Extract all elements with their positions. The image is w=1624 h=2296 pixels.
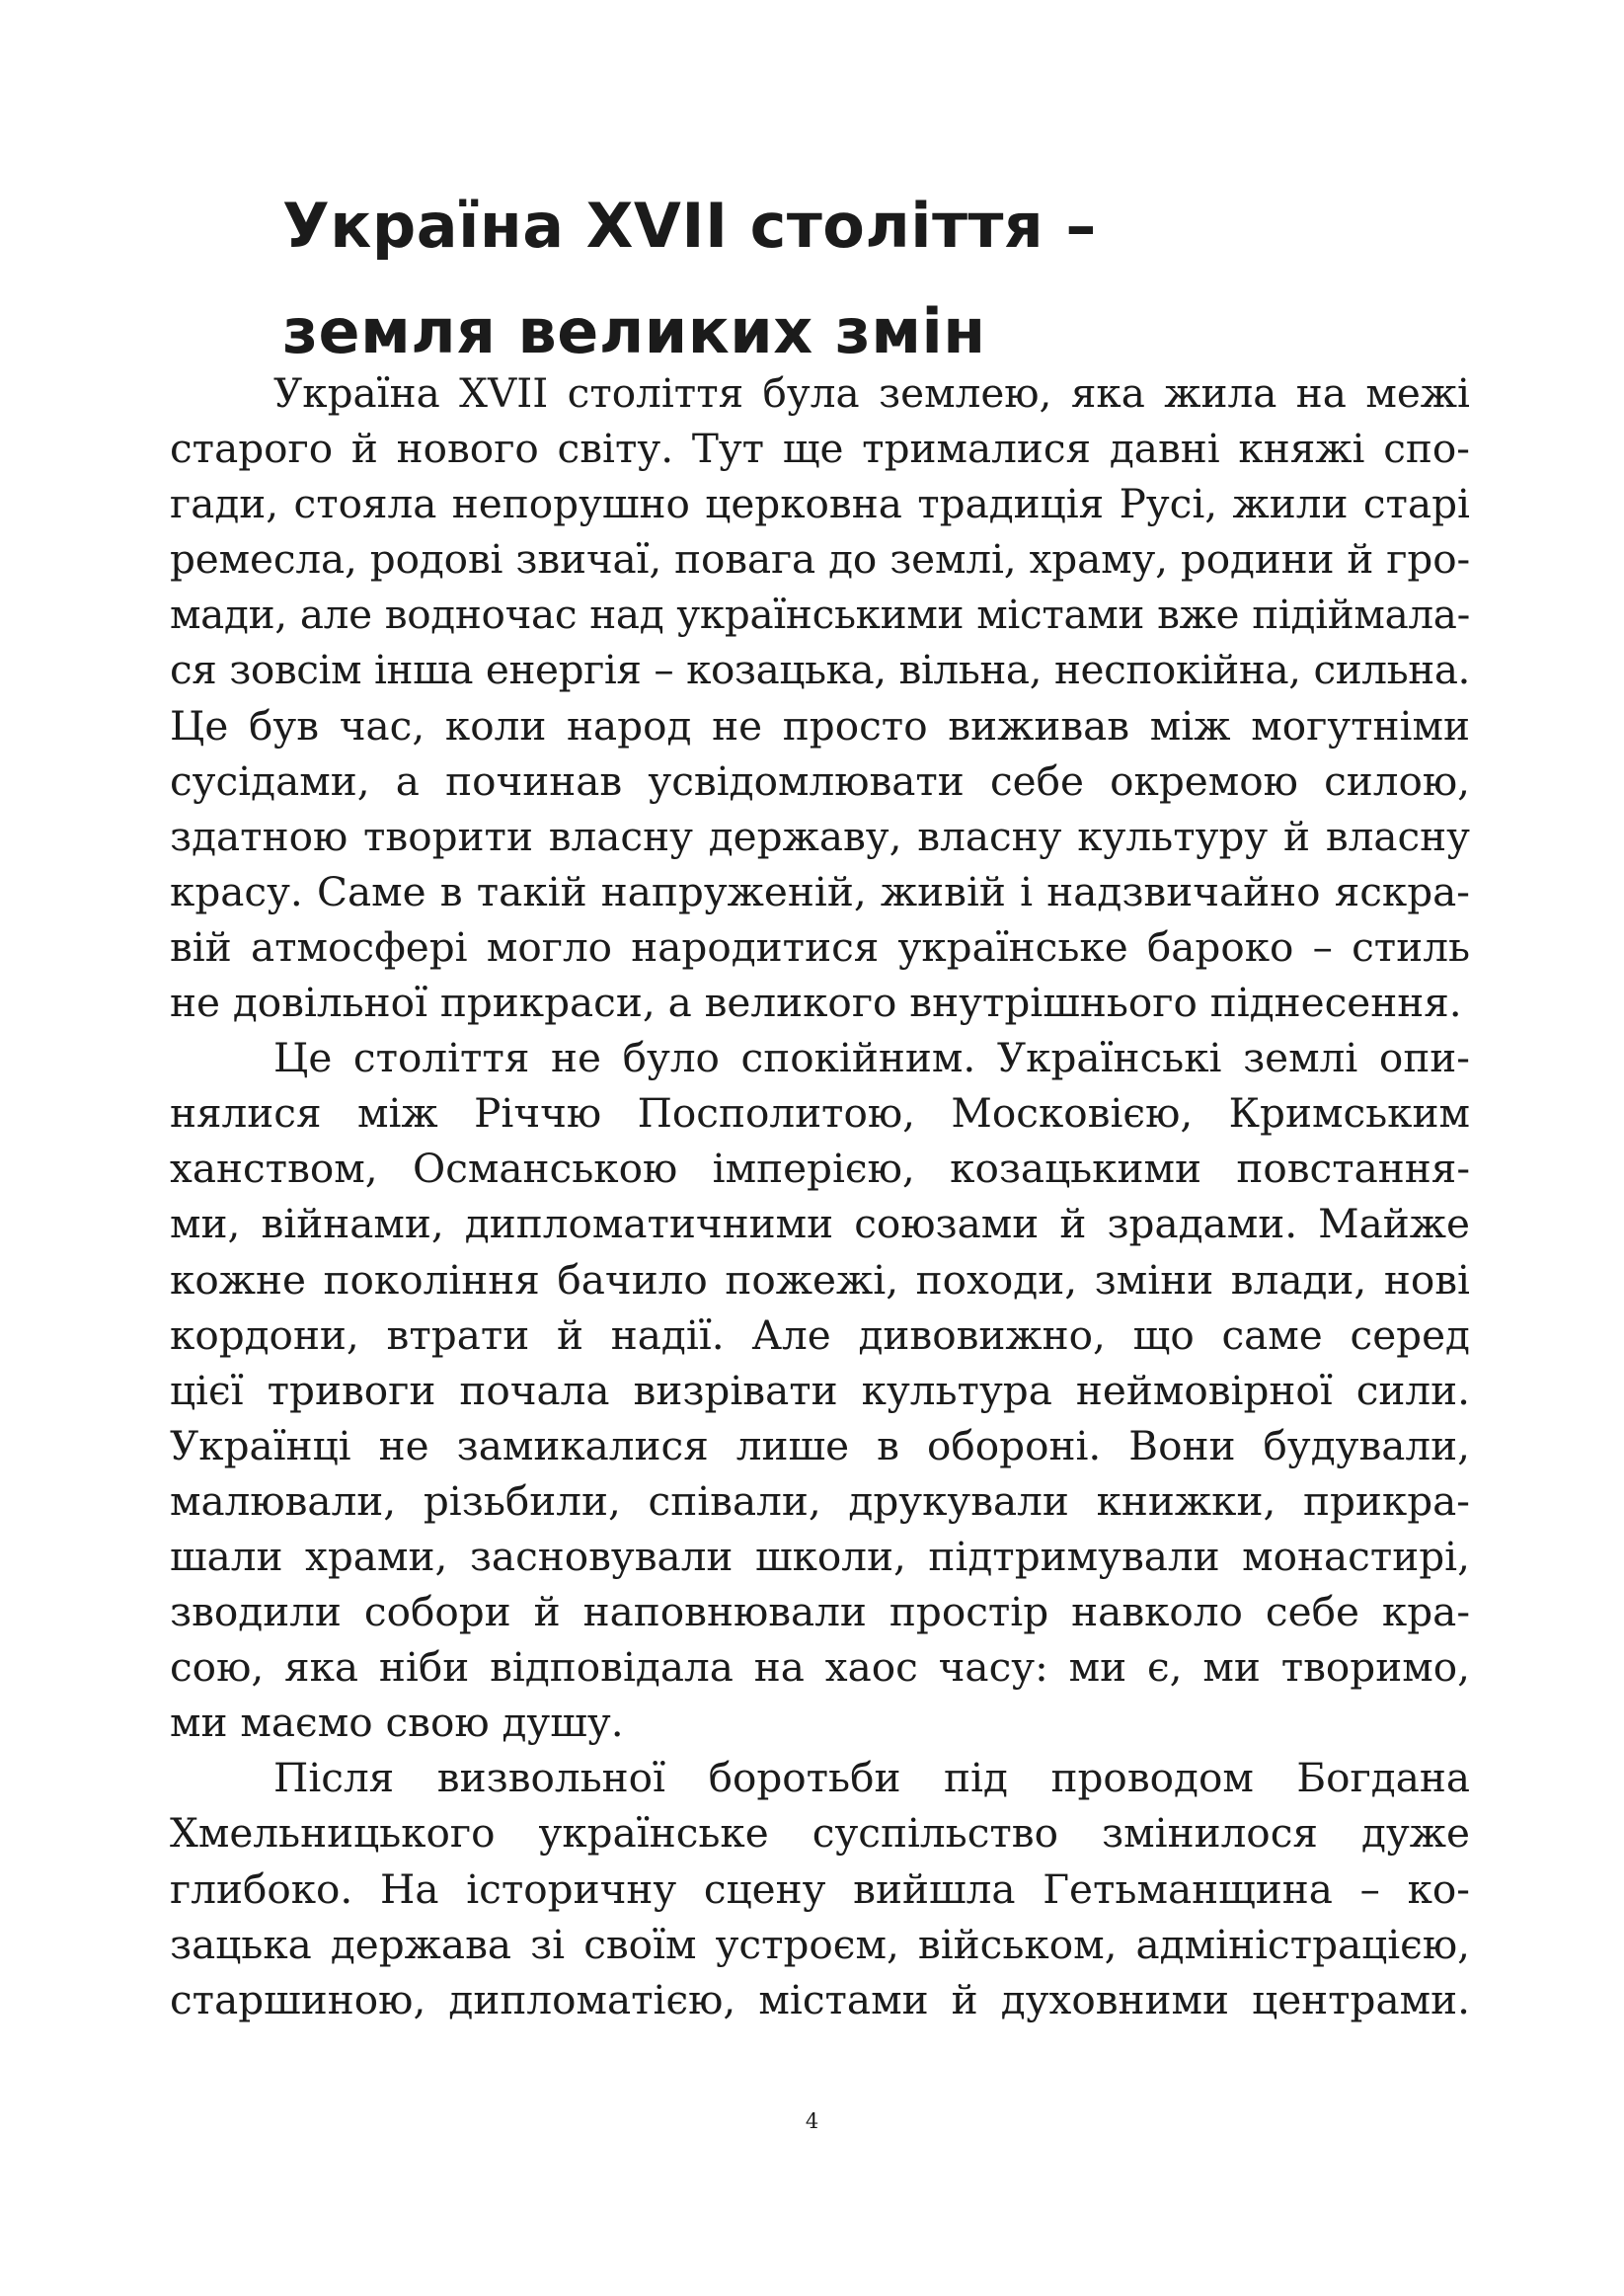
text-line: зацька держава зі своїм устроєм, військом, адміністрацією, — [170, 1920, 1470, 1968]
text-line: гади, стояла непорушно церковна традиція Русі, жили старі — [170, 480, 1470, 528]
heading-line: Україна XVII століття – — [282, 190, 1097, 262]
text-line: ми, війнами, дипломатичними союзами й зрадами. Майже — [170, 1200, 1470, 1248]
page-number: 4 — [805, 2109, 819, 2133]
paragraph — [170, 1030, 1470, 1750]
text-line: кожне покоління бачило пожежі, походи, зміни влади, нові — [170, 1255, 1470, 1304]
text-line: шали храми, засновували школи, підтримували монастирі, — [170, 1532, 1470, 1580]
text-line: Українці не замикалися лише в обороні. Вони будували, — [170, 1421, 1470, 1469]
paragraph — [170, 1750, 1470, 2026]
text-line: красу. Саме в такій напруженій, живій і надзвичайно яскра- — [170, 867, 1470, 915]
text-line: здатною творити власну державу, власну культуру й власну — [170, 812, 1470, 860]
text-line: зводили собори й наповнювали простір навколо себе кра- — [170, 1588, 1470, 1636]
body-text — [170, 365, 1470, 2027]
text-line: сою, яка ніби відповідала на хаос часу: ми є, ми творимо, — [170, 1643, 1470, 1692]
paragraph — [170, 365, 1470, 1030]
text-line: мади, але водночас над українськими містами вже підіймала- — [170, 591, 1470, 639]
text-line: вій атмосфері могло народитися українське бароко – стиль — [170, 922, 1470, 971]
text-line: Після визвольної боротьби під проводом Богдана — [273, 1754, 1470, 1802]
text-line: Це був час, коли народ не просто виживав між могутніми — [170, 701, 1470, 750]
chapter-heading — [282, 173, 1467, 384]
text-line: нялися між Річчю Посполитою, Московією, Кримським — [170, 1089, 1470, 1138]
text-line: Хмельницького українське суспільство змінилося дуже — [170, 1809, 1470, 1858]
heading-line: земля великих змін — [282, 295, 986, 367]
text-line: глибоко. На історичну сцену вийшла Гетьманщина – ко- — [170, 1864, 1470, 1913]
text-line: цієї тривоги почала визрівати культура неймовірної сили. — [170, 1366, 1470, 1414]
text-line: ся зовсім інша енергія – козацька, вільна, неспокійна, сильна. — [170, 646, 1470, 694]
text-line: сусідами, а починав усвідомлювати себе окремою силою, — [170, 756, 1470, 805]
text-line: ремесла, родові звичаї, повага до землі, храму, родини й гро- — [170, 535, 1470, 584]
text-line: старого й нового світу. Тут ще трималися давні княжі спо- — [170, 425, 1470, 473]
text-line: малювали, різьбили, співали, друкували книжки, прикра- — [170, 1476, 1470, 1525]
text-line: старшиною, дипломатією, містами й духовними центрами. — [170, 1975, 1470, 2023]
text-line: кордони, втрати й надії. Але дивовижно, що саме серед — [170, 1310, 1470, 1359]
text-line: Це століття не було спокійним. Українські землі опи- — [273, 1034, 1470, 1082]
text-line: Україна XVII століття була землею, яка жила на межі — [273, 369, 1470, 417]
text-line: не довільної прикраси, а великого внутрішнього піднесення. — [170, 979, 1462, 1027]
text-line: ханством, Османською імперією, козацькими повстання- — [170, 1145, 1470, 1193]
text-line: ми маємо свою душу. — [170, 1699, 624, 1747]
